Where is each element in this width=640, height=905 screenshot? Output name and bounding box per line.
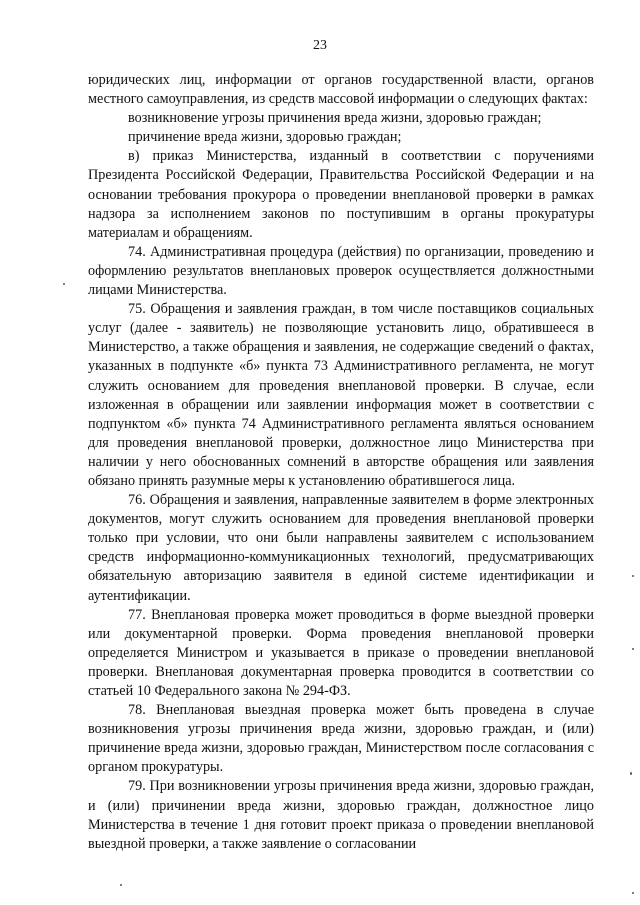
paragraph-continuation: юридических лиц, информации от органов государственной власти, органов местного самоуправления, из средств массовой информации о следующих фактах: (88, 72, 594, 108)
document-body (88, 71, 594, 854)
paragraph-list-item-threat: возникновение угрозы причинения вреда жизни, здоровью граждан; (128, 110, 542, 127)
paragraph-77: 77. Внеплановая проверка может проводиться в форме выездной проверки или документарной проверки. Форма проведения внеплановой проверки определяется Министром и указывается в приказе о проведении внеплановой проверки. Внеплановая документарная проверка проводится в соответствии со статьей 10 Федерального закона № 294-ФЗ. (88, 606, 594, 699)
paragraph-list-item-harm: причинение вреда жизни, здоровью граждан; (128, 129, 402, 146)
scan-speck (630, 772, 632, 775)
paragraph-79: 79. При возникновении угрозы причинения вреда жизни, здоровью граждан, и (или) причинении вреда жизни, здоровью граждан, должностное лицо Министерства в течение 1 дня готовит проект приказа о проведении внеплановой выездной проверки, а также заявление о согласовании (88, 778, 594, 852)
page-number: 23 (313, 38, 327, 53)
paragraph-78: 78. Внеплановая выездная проверка может быть проведена в случае возникновения угрозы причинения вреда жизни, здоровью граждан, и (или) причинение вреда жизни, здоровью граждан, Министерством после согласования с органом прокуратуры. (88, 702, 594, 776)
paragraph-75: 75. Обращения и заявления граждан, в том числе поставщиков социальных услуг (далее - заявитель) не позволяющие установить лицо, обратившееся в Министерство, а также обращения и заявления, не содержащие сведений о фактах, указанных в подпункте «б» пункта 73 Административного регламента, не могут служить основанием для проведения внеплановой проверки. В случае, если изложенная в обращении или заявлении информация может в соответствии с подпунктом «б» пункта 74 Административного регламента являться основанием для проведения внеплановой проверки, должностное лицо Министерства при наличии у него обоснованных сомнений в авторстве обращения или заявления обязано принять разумные меры к установлению обратившегося лица. (88, 301, 594, 489)
scan-speck (63, 283, 65, 285)
scan-speck (120, 884, 122, 886)
scan-speck (632, 648, 634, 650)
paragraph-subitem-v: в) приказ Министерства, изданный в соответствии с поручениями Президента Российской Федерации, Правительства Российской Федерации и на основании требования прокурора о проведении внеплановой проверки в рамках надзора за исполнением законов по поступившим в органы прокуратуры материалам и обращениям. (88, 148, 594, 241)
scan-speck (632, 575, 634, 577)
paragraph-76: 76. Обращения и заявления, направленные заявителем в форме электронных документов, могут служить основанием для проведения внеплановой проверки только при условии, что они были направлены заявителем с использованием средств информационно-коммуникационных технологий, предусматривающих обязательную авторизацию заявителя в единой системе идентификации и аутентификации. (88, 492, 594, 604)
scan-speck (632, 892, 634, 894)
paragraph-74: 74. Административная процедура (действия) по организации, проведению и оформлению результатов внеплановых проверок осуществляется должностными лицами Министерства. (88, 243, 594, 299)
